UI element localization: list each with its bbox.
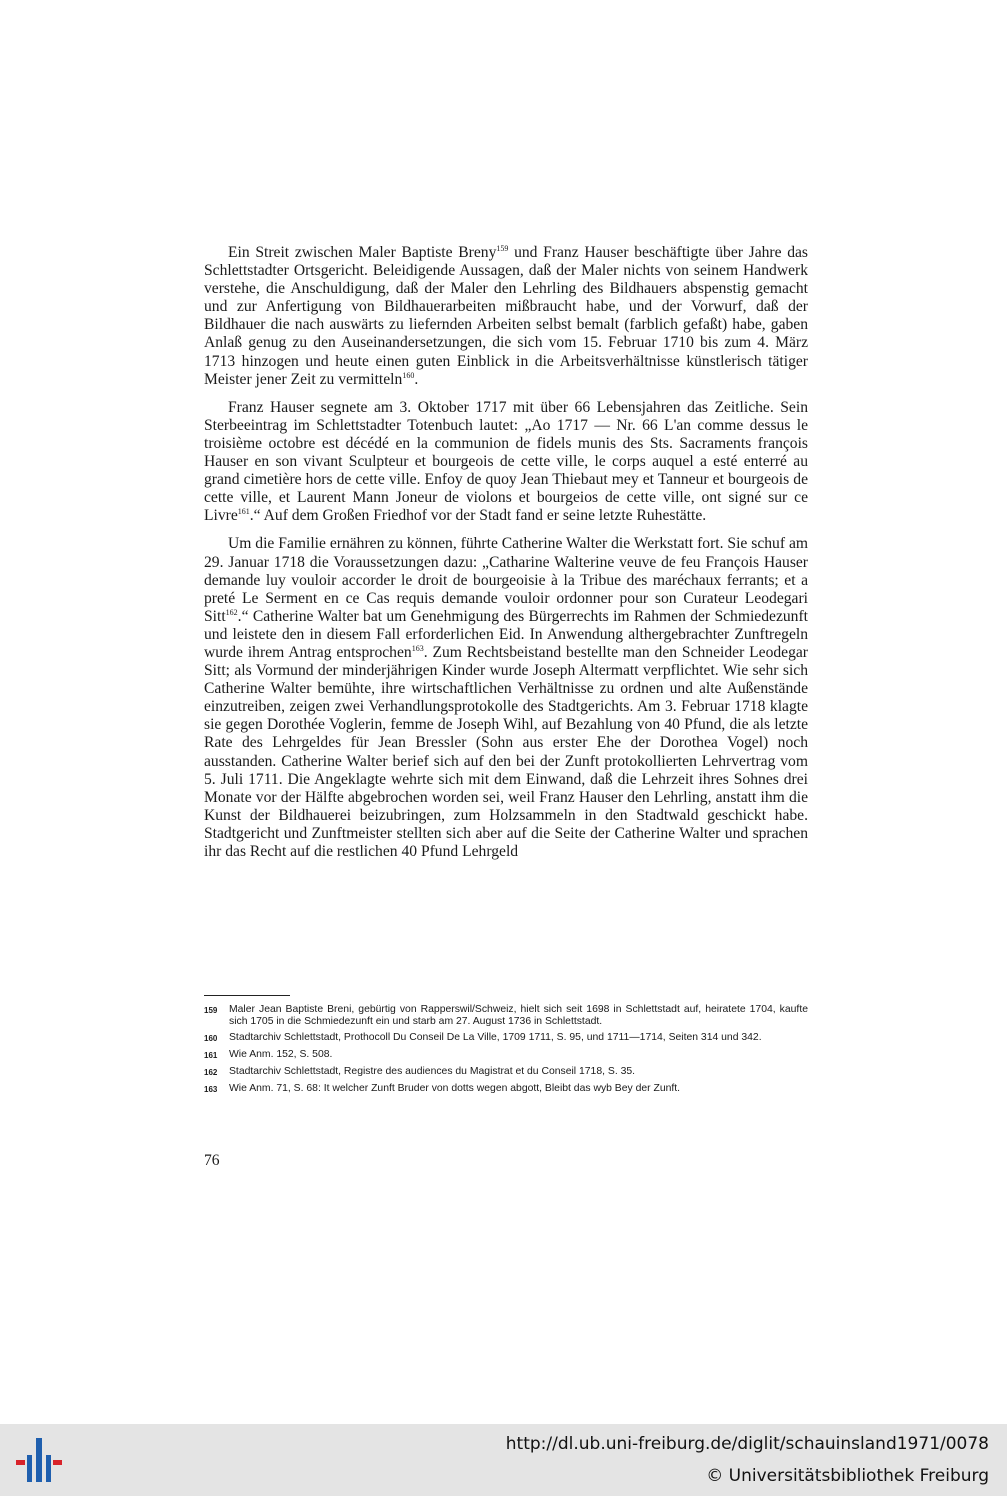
footnote	[204, 1066, 808, 1079]
footnote-number: 160	[204, 1034, 218, 1043]
library-logo-icon	[14, 1435, 64, 1485]
footnote-number: 162	[204, 1068, 218, 1077]
footnote	[204, 1004, 808, 1028]
paragraph	[204, 399, 808, 526]
paragraph-text: Ein Streit zwischen Maler Baptiste Breny	[228, 244, 497, 261]
footnotes	[204, 1004, 808, 1100]
footnote-separator	[204, 995, 290, 996]
paragraph-text: .“ Auf dem Großen Friedhof vor der Stadt fand er seine letzte Ruhestätte.	[249, 507, 707, 525]
footnote-marker[interactable]: 163	[411, 643, 424, 653]
footnote-marker[interactable]: 160	[402, 370, 415, 380]
footnote-marker[interactable]: 161	[237, 507, 250, 517]
footnote-text: Wie Anm. 71, S. 68: It welcher Zunft Bruder von dotts wegen abgott, Bleibt das wyb Bey der Zunft.	[229, 1083, 681, 1094]
source-url[interactable]: http://dl.ub.uni-freiburg.de/diglit/schauinsland1971/0078	[505, 1434, 989, 1454]
paragraph	[204, 535, 808, 861]
body-text	[204, 244, 808, 871]
footer-bar	[0, 1424, 1007, 1496]
footnote-text: Stadtarchiv Schlettstadt, Registre des audiences du Magistrat et du Conseil 1718, S. 35.	[229, 1066, 636, 1077]
footnote-text: Maler Jean Baptiste Breni, gebürtig von Rapperswil/Schweiz, hielt sich seit 1698 in Schlettstadt auf, heiratete 1704, kaufte sich 1705 in die Schmiedezunft ein und starb am 27. August 1736 in Schlettstadt.	[229, 1004, 808, 1027]
footnote	[204, 1083, 808, 1096]
footnote-marker[interactable]: 162	[225, 607, 238, 617]
footnote	[204, 1049, 808, 1062]
paragraph-text: .“ Catherine Walter bat um Genehmigung des Bürgerrechts im Rahmen der Schmiedezunft und leistete den in diesem Fall erforderlichen Eid. In Anwendung althergebrachter Zunftregeln wurde ihrem Antrag entsprochen	[204, 607, 808, 661]
footnote-marker[interactable]: 159	[496, 244, 509, 253]
footnote-number: 159	[204, 1006, 218, 1015]
footnote	[204, 1032, 808, 1045]
footnote-text: Wie Anm. 152, S. 508.	[229, 1049, 333, 1060]
paragraph-text: und Franz Hauser beschäftigte über Jahre das Schlettstadter Ortsgericht. Beleidigende Aussagen, daß der Maler nichts von seinem Handwerk verstehe, die Anschuldigung, daß der Maler den Lehrling des Bildhauers abspenstig gemacht und zur Anfertigung von Bildhauerarbeiten mißbraucht habe, und der Vorwurf, daß der Bildhauer die nach auswärts zu liefernden Arbeiten selbst bemalt (farblich gefaßt) habe, gaben Anlaß genug zu den Auseinandersetzungen, die sich vom 15. Februar 1710 bis zum 4. März 1713 hinzogen und heute einen guten Einblick in die Arbeitsverhältnisse künstlerisch tätiger Meister jener Zeit zu vermitteln	[204, 244, 809, 388]
copyright-notice: © Universitätsbibliothek Freiburg	[706, 1466, 989, 1486]
footnote-number: 161	[204, 1051, 218, 1060]
paragraph-text: Um die Familie ernähren zu können, führte Catherine Walter die Werkstatt fort. Sie schuf am 29. Januar 1718 die Voraussetzungen dazu: „Catharine Walterine veuve de feu François Hauser demande luy vouloir accorder le droit de bourgeoisie à la Tribue des maréchaux ferrants; et a preté Le Serment en ce Cas requis demande vouloir ordonner pour son Curateur Leodegari Sitt	[204, 535, 808, 625]
footnote-number: 163	[204, 1085, 218, 1094]
footnote-text: Stadtarchiv Schlettstadt, Prothocoll Du Conseil De La Ville, 1709 1711, S. 95, und 1711—1714, Seiten 314 und 342.	[229, 1032, 762, 1043]
paragraph	[204, 244, 808, 389]
paragraph-text: Franz Hauser segnete am 3. Oktober 1717 mit über 66 Lebensjahren das Zeitliche. Sein Sterbeeintrag im Schlettstadter Totenbuch lautet: „Ao 1717 — Nr. 66 L'an comme dessus le troisième octobre est décédé en la communion de fidels munis des Sts. Sacraments françois Hauser en son vivant Sculpteur et bourgeois de cette ville, le corps auquel a esté enterré au grand cimetière hors de cette ville. Enfoy de quoy Jean Thiebaut mey et Tanneur et bourgeois de cette ville, et Laurent Mann Joneur de violons et bourgeios de cette ville, ont signé sur ce Livre	[204, 398, 808, 525]
paragraph-text: .	[414, 370, 419, 388]
paragraph-text: . Zum Rechtsbeistand bestellte man den Schneider Leodegar Sitt; als Vormund der minderjährigen Kinder wurde Joseph Altermatt verpflichtet. Wie sehr sich Catherine Walter bemühte, ihre wirtschaftlichen Verhältnisse zu ordnen und alte Außenstände einzutreiben, zeigen zwei Verhandlungsprotokolle des Stadtgerichts. Am 3. Februar 1718 klagte sie gegen Dorothée Voglerin, femme de Joseph Wihl, auf Bezahlung von 40 Pfund, die als letzte Rate des Lehrgeldes für Jean Bressler (Sohn aus erster Ehe der Dorothea Vogel) noch ausstanden. Catherine Walter berief sich auf den bei der Zunft protokollierten Lehrvertrag vom 5. Juli 1711. Die Angeklagte wehrte sich mit dem Einwand, daß die Lehrzeit ihres Sohnes drei Monate vor der Hälfte abgebrochen worden sei, weil Franz Hauser den Lehrling, anstatt ihm die Kunst der Bildhauerei beizubringen, zum Holzsammeln in den Stadtwald geschickt habe. Stadtgericht und Zunftmeister stellten sich aber auf die Seite der Catherine Walter und sprachen ihr das Recht auf die restlichen 40 Pfund Lehrgeld	[204, 643, 809, 860]
page-number: 76	[204, 1152, 220, 1169]
